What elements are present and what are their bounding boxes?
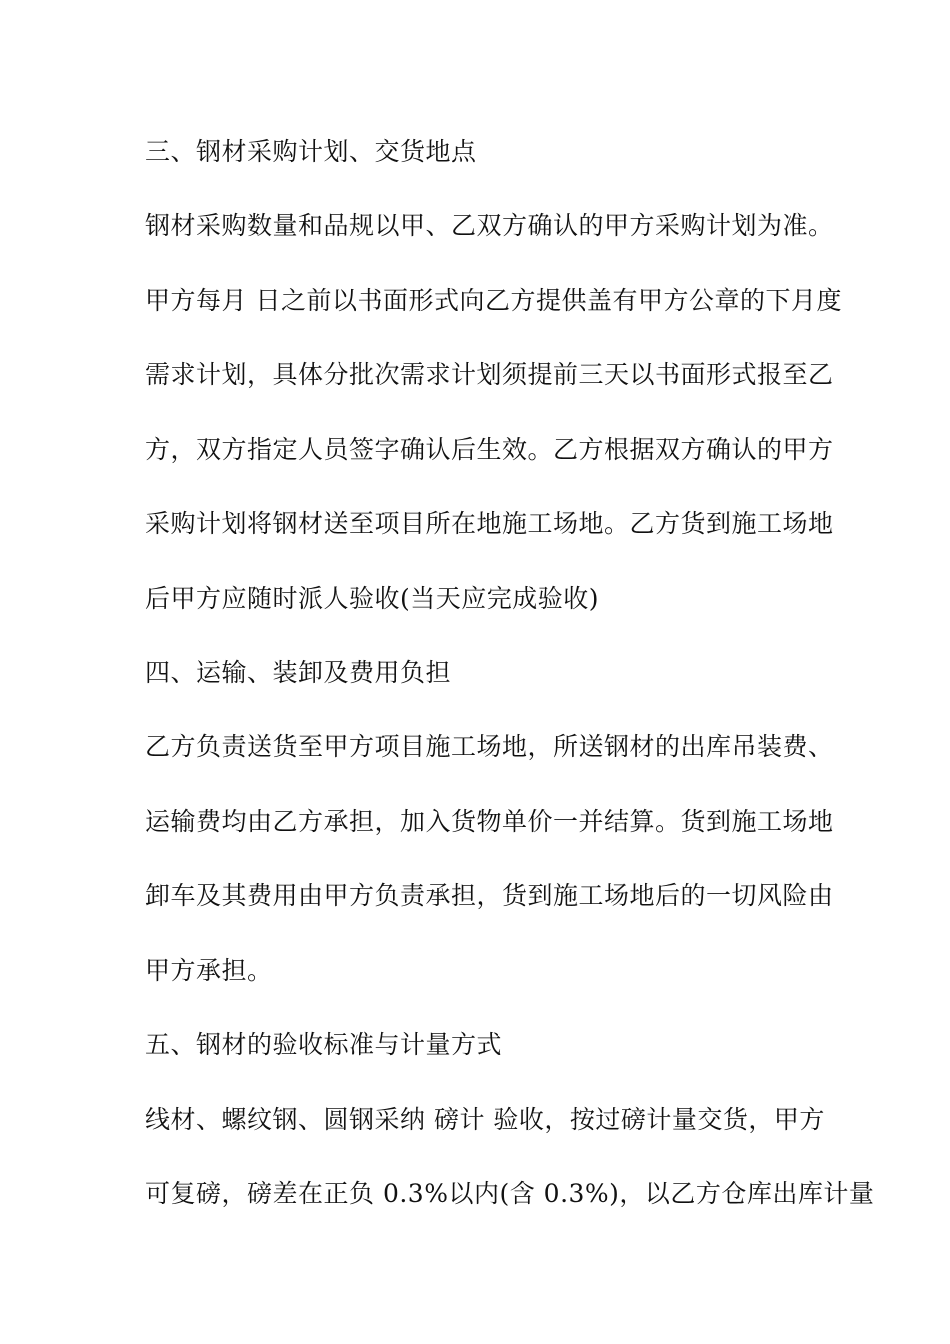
paragraph-line: 需求计划，具体分批次需求计划须提前三天以书面形式报至乙 xyxy=(145,360,834,389)
section-heading-5: 五、钢材的验收标准与计量方式 xyxy=(145,1030,503,1059)
section-heading-3: 三、钢材采购计划、交货地点 xyxy=(145,137,477,166)
paragraph-line: 方，双方指定人员签字确认后生效。乙方根据双方确认的甲方 xyxy=(145,435,834,464)
paragraph-line: 后甲方应随时派人验收(当天应完成验收) xyxy=(145,584,600,613)
section-heading-4: 四、运输、装卸及费用负担 xyxy=(145,658,452,687)
paragraph-line: 甲方每月 日之前以书面形式向乙方提供盖有甲方公章的下月度 xyxy=(145,286,842,315)
paragraph-line: 运输费均由乙方承担，加入货物单价一并结算。货到施工场地 xyxy=(145,807,834,836)
paragraph-line: 钢材采购数量和品规以甲、乙双方确认的甲方采购计划为准。 xyxy=(145,211,834,240)
paragraph-line: 线材、螺纹钢、圆钢采纳 磅计 验收，按过磅计量交货，甲方 xyxy=(145,1105,825,1134)
paragraph-line: 卸车及其费用由甲方负责承担，货到施工场地后的一切风险由 xyxy=(145,881,834,910)
paragraph-line: 可复磅，磅差在正负 0.3%以内(含 0.3%)，以乙方仓库出库计量 xyxy=(145,1179,875,1208)
paragraph-line: 乙方负责送货至甲方项目施工场地，所送钢材的出库吊装费、 xyxy=(145,732,834,761)
paragraph-line: 甲方承担。 xyxy=(145,956,273,985)
paragraph-line: 采购计划将钢材送至项目所在地施工场地。乙方货到施工场地 xyxy=(145,509,834,538)
